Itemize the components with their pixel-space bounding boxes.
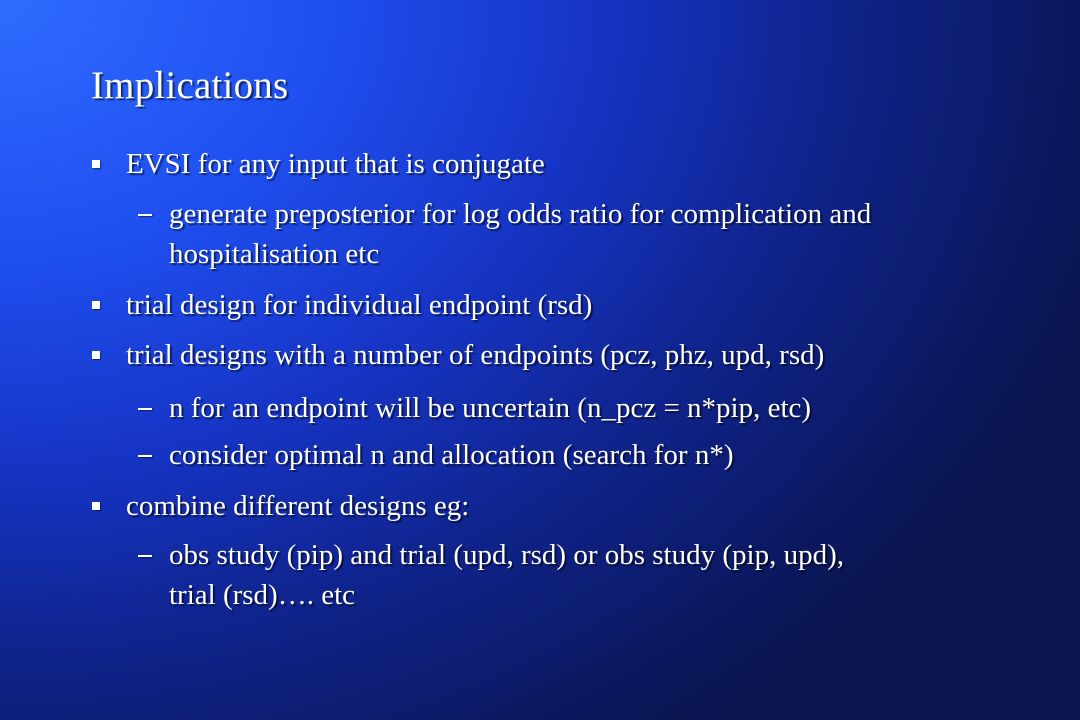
bullet-text: EVSI for any input that is conjugate	[126, 148, 545, 180]
bullet-text: trial design for individual endpoint (rsd)	[126, 289, 593, 321]
bullet-trial-designs-endpoints	[126, 338, 824, 372]
bullet-trial-design	[126, 288, 592, 322]
subbullet-text-line-1: generate preposterior for log odds ratio for complication and	[169, 198, 872, 230]
subbullet-optimal-n	[169, 435, 734, 475]
slide-title: Implications	[91, 64, 289, 107]
dash-bullet-icon	[138, 408, 152, 410]
subbullet-text-line-2: hospitalisation etc	[169, 238, 380, 270]
bullet-evsi	[126, 147, 545, 181]
dash-bullet-icon	[138, 455, 152, 457]
square-bullet-icon	[92, 351, 100, 359]
bullet-combine-designs	[126, 489, 469, 523]
bullet-text: combine different designs eg:	[126, 490, 470, 522]
subbullet-preposterior	[169, 194, 871, 274]
square-bullet-icon	[92, 160, 100, 168]
subbullet-n-uncertain	[169, 388, 811, 428]
subbullet-text-line-1: obs study (pip) and trial (upd, rsd) or obs study (pip, upd),	[169, 539, 844, 571]
dash-bullet-icon	[138, 555, 152, 557]
square-bullet-icon	[92, 301, 100, 309]
subbullet-text: consider optimal n and allocation (search for n*)	[169, 439, 734, 471]
square-bullet-icon	[92, 502, 100, 510]
subbullet-text-line-2: trial (rsd)…. etc	[169, 579, 356, 611]
bullet-text: trial designs with a number of endpoints (pcz, phz, upd, rsd)	[126, 339, 825, 371]
subbullet-text: n for an endpoint will be uncertain (n_pcz = n*pip, etc)	[169, 392, 812, 424]
dash-bullet-icon	[138, 214, 152, 216]
subbullet-obs-study	[169, 535, 844, 615]
